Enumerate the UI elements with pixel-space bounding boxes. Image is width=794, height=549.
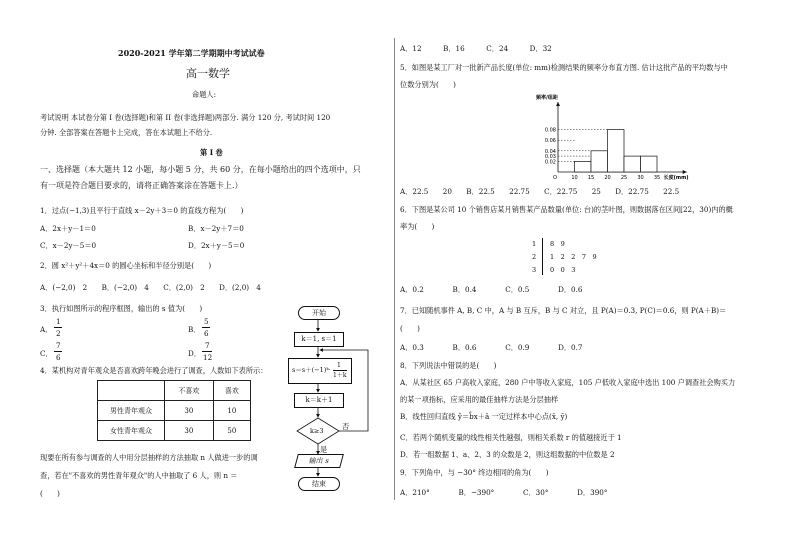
table-header-cell: 喜欢 [213, 381, 250, 401]
stem-leaf-divider [542, 238, 543, 275]
leaves-1: 8 9 [550, 240, 565, 248]
flow-assign-num: 1 [337, 362, 341, 369]
q4-options: A．12 B．16 C．24 D．32 [400, 44, 552, 53]
section-header-2: 有一项是符合题目要求的，请将正确答案涂在答题卡上.） [40, 181, 243, 190]
fraction-bar [202, 327, 210, 328]
table-cell: 30 [165, 401, 214, 421]
y-tick-label: 0.06 [544, 138, 556, 145]
table-row [98, 421, 251, 441]
y-tick-label: 0.08 [544, 127, 556, 134]
q1-option-b: B．x－2y＋7＝0 [188, 224, 244, 233]
q3-option-c-label: C． [40, 349, 53, 358]
q8-option-c: C．若两个随机变量的线性相关性越强，则相关系数 r 的值越接近于 1 [400, 433, 622, 442]
flow-end: 结束 [298, 477, 340, 491]
part-title: 第 I 卷 [200, 148, 223, 157]
table-cell: 女性青年观众 [98, 421, 165, 441]
table-header-cell [98, 381, 165, 401]
flow-increment: k＝k＋1 [294, 393, 344, 408]
question-4-line-2: 现要在所有参与调查的人中用分层抽样的方法抽取 n 人做进一步的调 [40, 453, 258, 462]
flow-yes-label: 是 [320, 445, 328, 454]
intro-line-1: 考试说明 本试卷分第 I 卷(选择题)和第 II 卷(非选择题)两部分. 满分 120 分, 考试时间 120 [40, 113, 331, 122]
q8-option-a-line-2: 的某一项指标，应采用的最佳抽样方法是分层抽样 [400, 395, 559, 404]
stem-2: 2 [532, 253, 537, 261]
y-axis-label: 频率/组距 [536, 95, 558, 101]
fraction-bar [54, 327, 62, 328]
question-4-line-3: 查，若在"不喜欢的男性青年观众"的人中抽取了 6 人，则 n ＝ [40, 471, 238, 480]
question-9: 9．下列角中，与 −30° 终边相同的角为( ) [400, 468, 549, 477]
x-tick-label: 20 [604, 175, 611, 181]
question-4-line-4: ( ) [40, 489, 60, 498]
q1-option-c: C．x－2y－5＝0 [40, 241, 97, 250]
y-tick-label: 0.04 [544, 148, 556, 155]
q1-option-a: A．2x＋y－1＝0 [40, 224, 96, 233]
q2-options: A．(−2,0) 2 B．(−2,0) 4 C．(2,0) 2 D．(2,0) 4 [40, 283, 261, 292]
flow-condition: k≥3 [310, 427, 324, 435]
histogram-bar [624, 156, 641, 172]
table-header-row [98, 381, 251, 401]
q7-options: A．0.3 B．0.6 C．0.9 D．0.7 [400, 343, 583, 352]
stem-1: 1 [532, 240, 537, 248]
column-divider [394, 38, 395, 500]
table-cell: 50 [213, 421, 250, 441]
q3-option-a-den: 2 [56, 329, 61, 338]
fraction-bar [54, 351, 62, 352]
q3-option-c-den: 6 [56, 353, 61, 362]
q1-option-d: D．2x＋y－5＝0 [188, 241, 245, 250]
q5-options: A．22.5 20 B．22.5 22.75 C．22.75 25 D．22.75 22.5 [400, 187, 680, 196]
flow-assign [288, 358, 352, 384]
leaves-2: 1 2 2 7 9 [550, 253, 597, 261]
x-tick-label: 10 [571, 175, 578, 181]
q8-option-a-line-1: A．从某社区 65 户高收入家庭，280 户中等收入家庭，105 户低收入家庭中选出 100 户调查社会购买力 [400, 378, 736, 387]
flow-output: 输出 s [294, 454, 344, 468]
flow-no-label: 否 [342, 422, 350, 431]
question-6-line-2: 率为( ) [400, 222, 435, 231]
q3-option-a-num: 1 [56, 317, 61, 326]
q3-option-b-label: B． [188, 325, 201, 334]
question-5-line-1: 5．如图是某工厂对一批新产品长度(单位: mm)检测结果的频率分布直方图. 估计这批产品的平均数与中 [400, 63, 728, 72]
question-7-line-2: ( ) [400, 324, 420, 333]
frequency-histogram [520, 92, 690, 184]
histogram-bar [608, 130, 625, 172]
question-7-line-1: 7．已知随机事件 A, B, C 中，A 与 B 互斥，B 与 C 对立，且 P(A)＝0.3, P(C)＝0.6，则 P(A＋B)＝ [400, 306, 727, 315]
y-axis-arrow [556, 102, 560, 106]
q9-options: A．210° B．−390° C．30° D．390° [400, 488, 608, 497]
table-cell: 30 [165, 421, 214, 441]
question-1: 1．过点(−1,3)且平行于直线 x－2y＋3＝0 的直线方程为( ) [40, 206, 244, 215]
x-tick-label: 35 [653, 175, 661, 181]
x-tick-label: 15 [587, 175, 595, 181]
question-6-line-1: 6．下图是某公司 10 个销售店某月销售某产品数量(单位: 台)的茎叶图，则数据落在区间[22，30)内的概 [400, 205, 733, 214]
histogram-bar [591, 151, 608, 172]
leaves-3: 0 0 3 [550, 266, 576, 274]
flow-assign-den: 1＋k [333, 372, 347, 379]
histogram-bar [641, 156, 658, 172]
histogram-bar [575, 161, 592, 172]
q6-options: A．0.2 B．0.4 C．0.5 D．0.6 [400, 285, 583, 294]
x-tick-label: 30 [637, 175, 644, 181]
question-8: 8．下列说法中错误的是( ) [400, 361, 497, 370]
q8-option-d: D．若一组数据 1、a、2、3 的众数是 2，则这组数据的中位数是 2 [400, 450, 615, 459]
table-cell: 10 [213, 401, 250, 421]
exam-subject: 高一数学 [186, 67, 230, 80]
y-tick-label: 0.03 [544, 154, 556, 161]
exam-title: 2020-2021 学年第二学期期中考试试卷 [118, 48, 265, 58]
fraction-bar [202, 351, 212, 352]
question-5-line-2: 位数分别为( ) [400, 80, 456, 89]
section-header-1: 一、选择题（本大题共 12 小题，每小题 5 分，共 60 分，在每小题给出的四个选项中，只 [40, 165, 361, 174]
table-header-cell: 不喜欢 [165, 381, 214, 401]
origin-label: O [553, 175, 557, 181]
q8-option-b: B．线性回归直线 ŷ＝b̂x＋â 一定过样本中心点(x̄, ȳ) [400, 412, 568, 421]
table-cell: 男性青年观众 [98, 401, 165, 421]
q3-option-d-num: 7 [205, 341, 210, 350]
q3-option-d-den: 12 [203, 353, 213, 362]
question-2: 2．圆 x²＋y²＋4x＝0 的圆心坐标和半径分别是( ) [40, 261, 212, 270]
x-tick-label: 25 [620, 175, 628, 181]
question-3: 3．执行如图所示的程序框图，输出的 s 值为( ) [40, 304, 203, 313]
q3-option-c-num: 7 [56, 341, 61, 350]
stem-3: 3 [532, 266, 537, 274]
x-axis-label: 长度(mm) [663, 175, 689, 181]
flow-assign-left: s＝s＋(−1)ᵏ· [292, 366, 331, 374]
table-row [98, 401, 251, 421]
intro-line-2: 分钟. 全部答案在答题卡上完成，答在本试题上不给分. [40, 128, 213, 137]
author-label: 命题人: [192, 90, 216, 99]
q3-option-d-label: D． [188, 349, 201, 358]
flow-init: k＝1, s＝1 [294, 332, 344, 347]
q3-option-b-den: 6 [204, 329, 209, 338]
flow-start: 开始 [298, 306, 340, 320]
survey-table [97, 380, 251, 441]
question-4: 4．某机构对青年观众是否喜欢跨年晚会进行了调查，人数如下表所示： [40, 366, 268, 375]
q3-option-a-label: A． [40, 325, 53, 334]
q3-option-b-num: 5 [204, 317, 209, 326]
y-tick-label: 0.02 [544, 159, 556, 166]
x-axis-arrow [683, 170, 687, 174]
